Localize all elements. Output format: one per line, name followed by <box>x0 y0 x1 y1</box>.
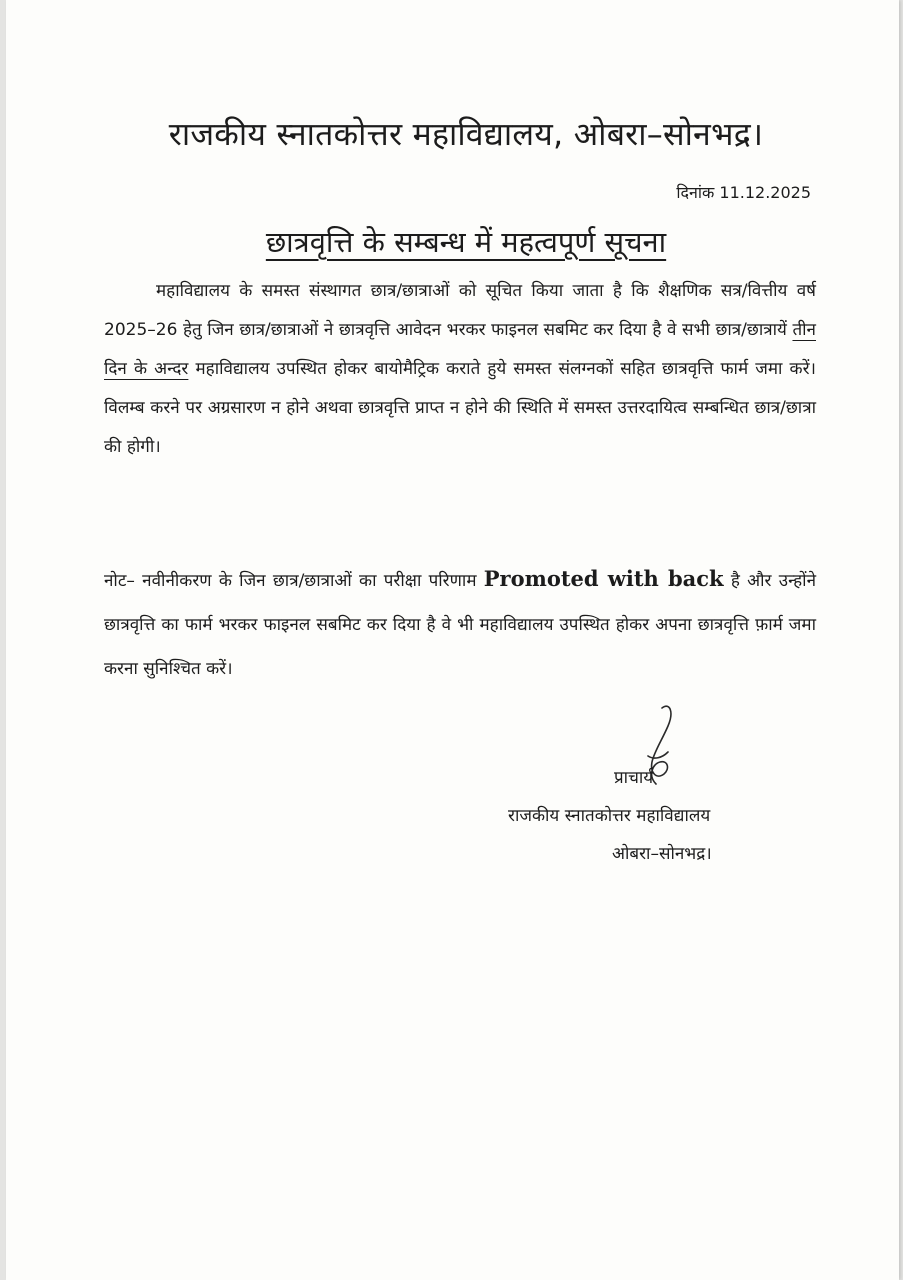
signatory-place: ओबरा–सोनभद्र। <box>612 844 712 864</box>
date-line <box>676 181 811 203</box>
paragraph-text-part-1: महाविद्यालय के समस्त संस्थागत छात्र/छात्राओं को सूचित किया जाता है कि शैक्षणिक सत्र/वित्तीय वर्ष 2025–26 हेतु जिन छात्र/छात्राओं ने छात्रवृत्ति आवेदन भरकर फाइनल सबमिट कर दिया है वे सभी छात्र/छात्रायें <box>104 281 816 340</box>
college-name-heading: राजकीय स्नातकोत्तर महाविद्यालय, ओबरा–सोनभद्र। <box>168 115 764 153</box>
paragraph-text-part-2: महाविद्यालय उपस्थित होकर बायोमैट्रिक कराते हुये समस्त संलग्नकों सहित छात्रवृत्ति फार्म जमा करें। विलम्ब करने पर अग्रसारण न होने अथवा छात्रवृत्ति प्राप्त न होने की स्थिति में समस्त उत्तरदायित्व सम्बन्धित छात्र/छात्रा की होगी। <box>104 359 816 457</box>
notice-heading <box>156 222 776 261</box>
promoted-with-back-bold-text: Promoted with back <box>483 566 724 591</box>
notice-body-paragraph <box>104 272 816 467</box>
notice-page <box>6 0 899 1280</box>
notice-heading-text: छात्रवृत्ति के सम्बन्ध में महत्वपूर्ण सूचना <box>265 225 667 259</box>
date-label: दिनांक <box>676 183 715 202</box>
note-text-part-1: नोट– नवीनीकरण के जिन छात्र/छात्राओं का परीक्षा परिणाम <box>104 571 477 591</box>
signatory-college: राजकीय स्नातकोत्तर महाविद्यालय <box>508 806 711 826</box>
date-value: 11.12.2025 <box>719 183 811 202</box>
signatory-role: प्राचार्य <box>614 768 654 788</box>
note-text-part-2: है और उन्होंने छात्रवृत्ति का फार्म भरकर फाइनल सबमिट कर दिया है वे भी महाविद्यालय उपस्थित होकर अपना छात्रवृत्ति फ़ार्म जमा करना सुनिश्चित करें। <box>104 571 817 679</box>
deadline-underlined-text: तीन दिन के अन्दर <box>104 320 816 379</box>
note-paragraph <box>104 557 816 691</box>
